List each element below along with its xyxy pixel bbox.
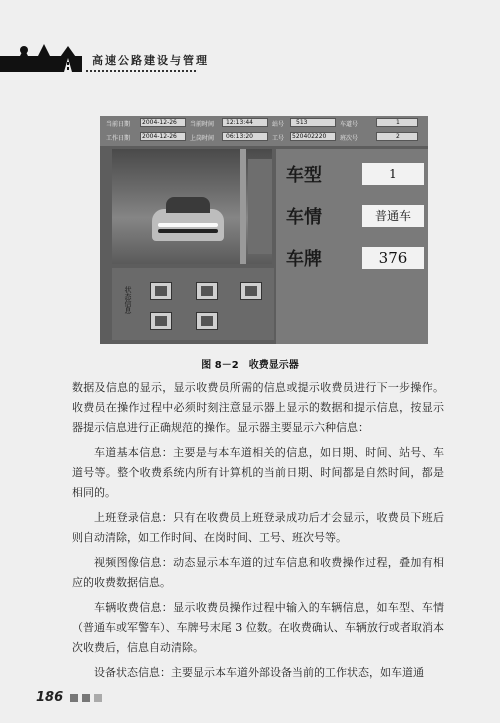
paragraph: 视频图像信息：动态显示本车道的过车信息和收费操作过程，叠加有相应的收费数据信息。 xyxy=(72,556,444,589)
paragraph: 车道基本信息：主要是与本车道相关的信息，如日期、时间、站号、车道号等。整个收费系统内所有计算机的当前日期、时间都是自然时间，都是相同的。 xyxy=(72,446,444,499)
info-value: 2 xyxy=(396,133,400,140)
display-info-bar xyxy=(100,116,428,146)
device-status-area xyxy=(112,268,274,340)
plate-label: 车牌 xyxy=(286,249,322,270)
plate-value: 376 xyxy=(362,247,424,269)
info-label: 站号 xyxy=(272,121,285,128)
info-value: 2004-12-26 xyxy=(142,119,177,126)
toll-pole xyxy=(240,149,246,264)
page-header xyxy=(0,40,500,80)
road-logo-icon xyxy=(12,40,82,76)
info-label: 当前日期 xyxy=(106,121,131,128)
info-label: 班次号 xyxy=(340,135,359,142)
info-label: 工号 xyxy=(272,135,285,142)
header-title: 高速公路建设与管理 xyxy=(92,54,209,67)
camera-status-icon xyxy=(150,312,172,330)
info-value: 12:13:44 xyxy=(226,119,253,126)
paragraph: 数据及信息的显示，显示收费员所需的信息或提示收费员进行下一步操作。收费员在操作过程中必须时刻注意显示器上显示的数据和提示信息，按显示器提示信息进行正确规范的操作。显示器主要显示六种信息： xyxy=(72,381,444,434)
panel-row-plate xyxy=(282,243,428,273)
figure-caption xyxy=(0,356,500,371)
barrier-status-icon xyxy=(150,282,172,300)
footer-square-icon xyxy=(70,694,78,702)
figure-title: 收费显示器 xyxy=(248,360,299,371)
vehicle-type-label: 车型 xyxy=(286,165,322,186)
printer-status-icon xyxy=(196,312,218,330)
toll-display-photo xyxy=(100,116,428,344)
panel-row-status xyxy=(282,201,428,231)
body-text xyxy=(72,378,444,683)
vehicle-info-panel xyxy=(276,149,428,344)
figure-number: 图 8－2 xyxy=(201,360,239,371)
info-value: 06:13:20 xyxy=(226,133,253,140)
toll-booth xyxy=(248,159,272,254)
sensor-status-icon xyxy=(240,282,262,300)
video-feed xyxy=(112,149,272,264)
light-status-icon xyxy=(196,282,218,300)
page-number: 186 xyxy=(36,690,64,705)
vehicle-type-value: 1 xyxy=(362,163,424,185)
vehicle-status-label: 车情 xyxy=(286,207,322,228)
page-footer xyxy=(36,690,156,708)
info-value: 513 xyxy=(296,119,308,126)
status-area-label: 状态信息 xyxy=(124,286,132,314)
paragraph: 车辆收费信息：显示收费员操作过程中输入的车辆信息，如车型、车情（普通车或军警车）、车牌号末尾 3 位数。在收费确认、车辆放行或者取消本次收费后，信息自动清除。 xyxy=(72,601,444,654)
car-image xyxy=(152,209,224,241)
info-label: 工作日期 xyxy=(106,135,131,142)
vehicle-status-value: 普通车 xyxy=(362,205,424,227)
info-value: 1 xyxy=(396,119,400,126)
footer-square-icon xyxy=(94,694,102,702)
panel-row-type xyxy=(282,159,428,189)
paragraph: 上班登录信息：只有在收费员上班登录成功后才会显示，收费员下班后则自动清除，如工作时间、在岗时间、工号、班次号等。 xyxy=(72,511,444,544)
info-value: 520402220 xyxy=(292,133,327,140)
header-divider xyxy=(86,70,196,72)
paragraph: 设备状态信息：主要显示本车道外部设备当前的工作状态，如车道通 xyxy=(94,666,424,679)
info-label: 当前时间 xyxy=(190,121,215,128)
info-label: 车道号 xyxy=(340,121,359,128)
footer-square-icon xyxy=(82,694,90,702)
info-label: 上岗时间 xyxy=(190,135,215,142)
info-value: 2004-12-26 xyxy=(142,133,177,140)
